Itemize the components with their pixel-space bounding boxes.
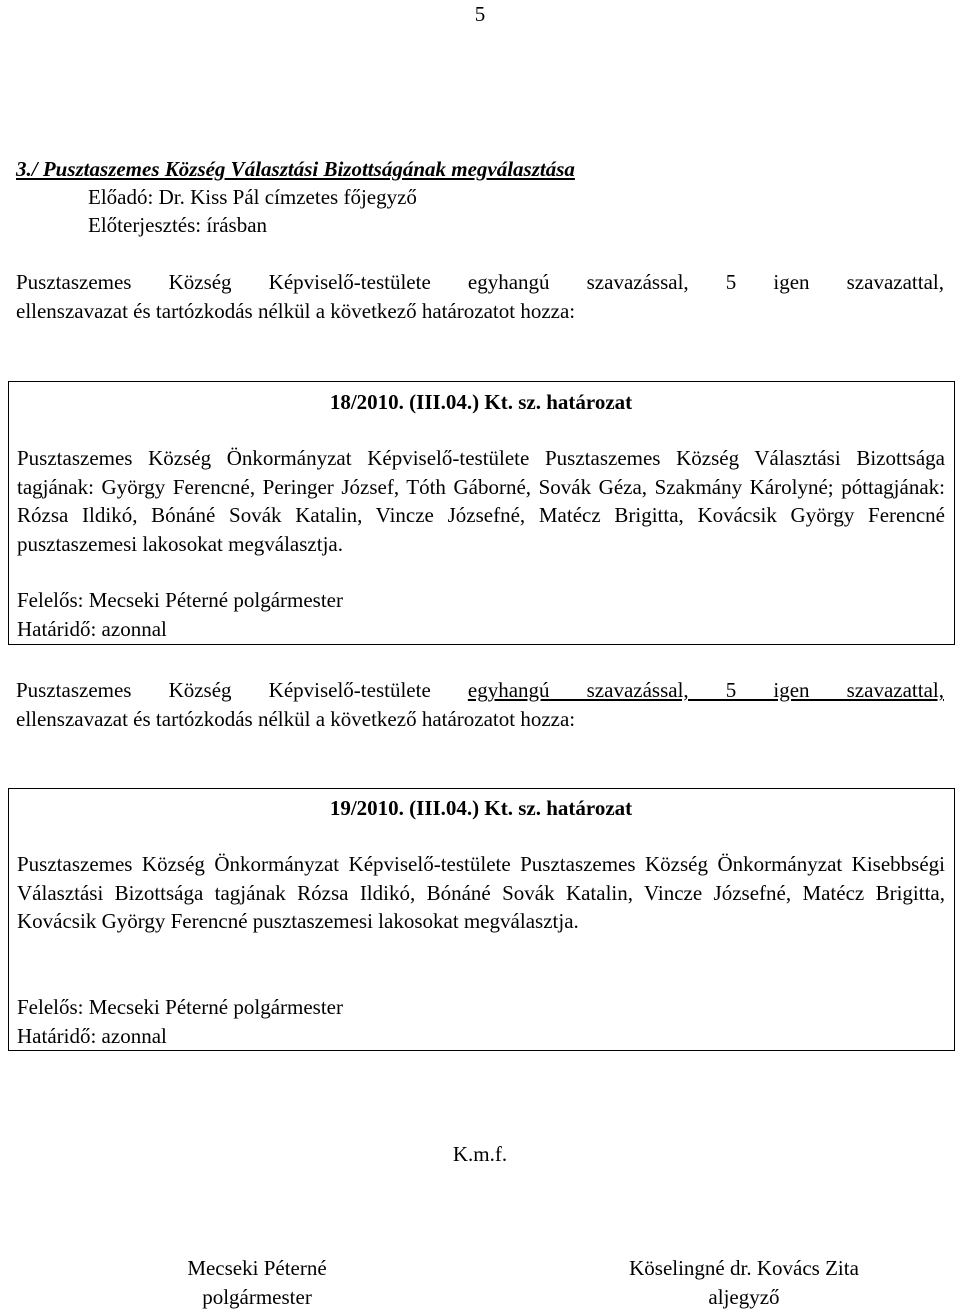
kmf-closing: K.m.f. [452,1142,508,1166]
deadline-line: Határidő: azonnal [17,1024,167,1048]
resolution-box-1 [8,381,955,645]
responsible-line: Felelős: Mecseki Péterné polgármester [17,995,343,1019]
presenter-line: Előadó: Dr. Kiss Pál címzetes főjegyző [88,185,417,209]
submission-line: Előterjesztés: írásban [88,213,268,237]
signature-title-deputy-notary: aljegyző [708,1285,780,1309]
resolution-box-2 [8,788,955,1051]
signature-title-mayor: polgármester [202,1285,312,1309]
section-heading: 3./ Pusztaszemes Község Választási Bizottságának megválasztása [16,157,575,181]
vote-statement-2-line2: ellenszavazat és tartózkodás nélkül a következő határozatot hozza: [16,707,576,731]
vote-statement-1-line2: ellenszavazat és tartózkodás nélkül a következő határozatot hozza: [16,299,576,323]
resolution-body: Pusztaszemes Község Önkormányzat Képviselő-testülete Pusztaszemes Község Önkormányzat Kisebbségi Választási Bizottsága tagjának Rózsa Ildikó, Bónáné Sovák Katalin, Vincze Józsefné, Matécz Brigitta, Kovácsik György Ferencné pusztaszemesi lakosokat megválasztja. [17,852,945,933]
deadline-line: Határidő: azonnal [17,617,167,641]
vote-prefix: Pusztaszemes Község Képviselő-testülete [16,678,468,702]
signature-name-deputy-notary: Köselingné dr. Kovács Zita [629,1256,859,1280]
resolution-title: 19/2010. (III.04.) Kt. sz. határozat [329,796,633,820]
vote-underlined: egyhangú szavazással, 5 igen szavazattal, [467,678,944,702]
resolution-title: 18/2010. (III.04.) Kt. sz. határozat [329,390,633,414]
signature-name-mayor: Mecseki Péterné [187,1256,327,1280]
resolution-body: Pusztaszemes Község Önkormányzat Képviselő-testülete Pusztaszemes Község Választási Bizottsága tagjának: György Ferencné, Peringer József, Tóth Gáborné, Sovák Géza, Szakmány Károlyné; póttagjának: Rózsa Ildikó, Bónáné Sovák Katalin, Vincze Józsefné, Matécz Brigitta, Kovácsik György Ferencné pusztaszemesi lakosokat megválasztja. [17,446,945,556]
vote-statement-1-line1: Pusztaszemes Község Képviselő-testülete egyhangú szavazással, 5 igen szavazattal, [16,270,944,294]
page-number: 5 [474,2,486,26]
responsible-line: Felelős: Mecseki Péterné polgármester [17,588,343,612]
vote-statement-2-line1 [16,676,944,705]
